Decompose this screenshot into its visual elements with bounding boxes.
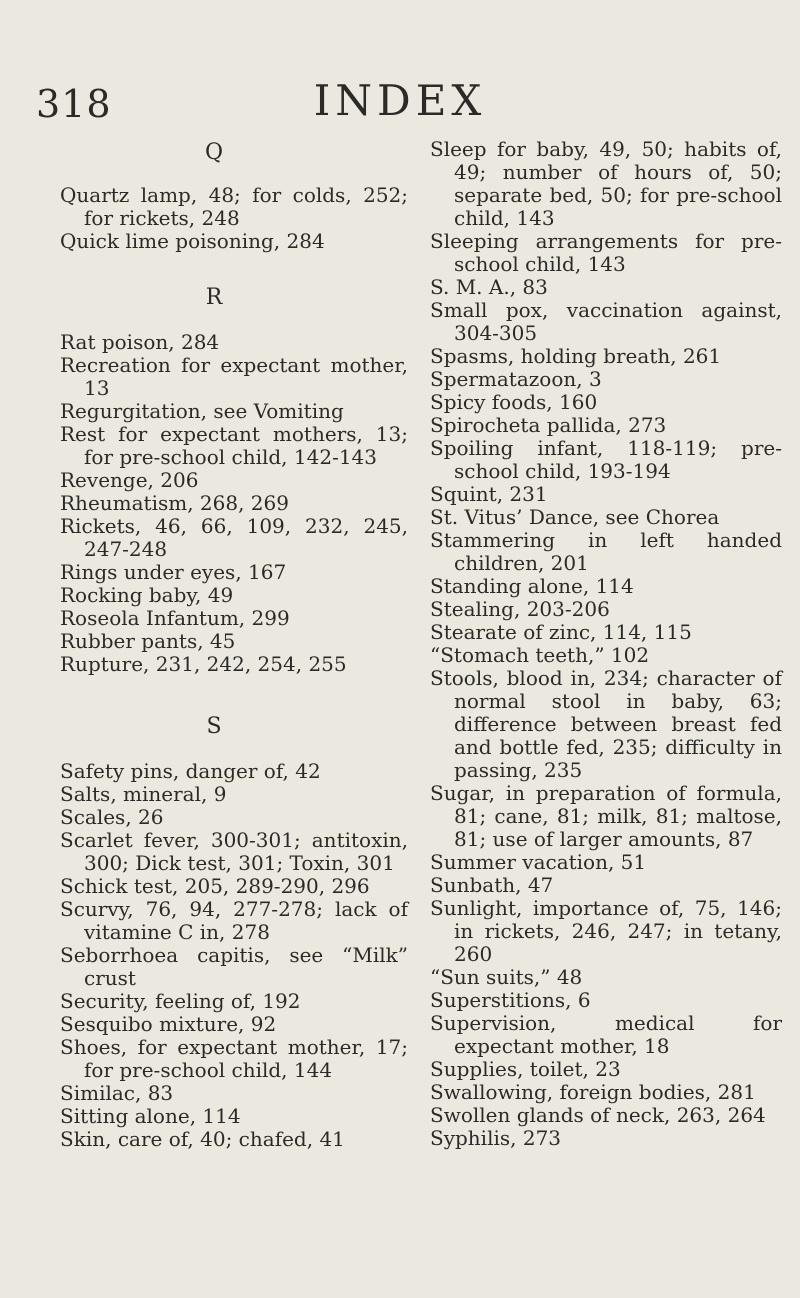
index-entry: Revenge, 206 <box>60 468 199 492</box>
index-entry: Safety pins, danger of, 42 <box>60 759 321 783</box>
index-entry: Spasms, holding breath, 261 <box>430 344 722 368</box>
index-entry: Recreation for expectant mother, 13 <box>60 353 408 400</box>
index-entry: Rings under eyes, 167 <box>60 560 287 584</box>
page-title: INDEX <box>313 76 487 125</box>
index-entry: Swallowing, foreign bodies, 281 <box>430 1080 756 1104</box>
index-entry: Quartz lamp, 48; for colds, 252; for rickets, 248 <box>60 183 408 230</box>
index-entry: St. Vitus’ Dance, see Chorea <box>430 505 720 529</box>
index-entry: Summer vacation, 51 <box>430 850 647 874</box>
index-entry: Stealing, 203-206 <box>430 597 610 621</box>
section-letter-s: S <box>206 714 222 739</box>
index-entry: Schick test, 205, 289-290, 296 <box>60 874 370 898</box>
index-entry: Spermatazoon, 3 <box>430 367 602 391</box>
index-entry: Shoes, for expectant mother, 17; for pre-school child, 144 <box>60 1035 408 1082</box>
page-header <box>0 0 800 130</box>
index-entry: Skin, care of, 40; chafed, 41 <box>60 1127 345 1151</box>
index-entry: Squint, 231 <box>430 482 548 506</box>
index-entry: Sugar, in preparation of formula, 81; cane, 81; milk, 81; maltose, 81; use of larger amounts, 87 <box>430 781 782 851</box>
index-entry: Rickets, 46, 66, 109, 232, 245, 247-248 <box>60 514 408 561</box>
index-entry: Sitting alone, 114 <box>60 1104 241 1128</box>
index-entry: Syphilis, 273 <box>430 1126 562 1150</box>
index-entry: Rubber pants, 45 <box>60 629 236 653</box>
section-letter-r: R <box>205 285 223 310</box>
index-entry: Scurvy, 76, 94, 277-278; lack of vitamine C in, 278 <box>60 897 408 944</box>
section-letter-q: Q <box>204 140 224 165</box>
index-entry: Sunbath, 47 <box>430 873 554 897</box>
index-entry: Sleeping arrangements for pre-school child, 143 <box>430 229 782 276</box>
index-entry: Superstitions, 6 <box>430 988 591 1012</box>
index-entry: Rheumatism, 268, 269 <box>60 491 289 515</box>
index-entry: Spoiling infant, 118-119; pre-school child, 193-194 <box>430 436 782 483</box>
left-column <box>60 138 408 1151</box>
index-entry: Small pox, vaccination against, 304-305 <box>430 298 782 345</box>
index-entry: Rest for expectant mothers, 13; for pre-school child, 142-143 <box>60 422 408 469</box>
index-entry: Sunlight, importance of, 75, 146; in rickets, 246, 247; in tetany, 260 <box>430 896 782 966</box>
index-entry: Regurgitation, see Vomiting <box>60 399 344 423</box>
index-entry: Similac, 83 <box>60 1081 174 1105</box>
index-entry: Scales, 26 <box>60 805 164 829</box>
right-column <box>430 138 782 1150</box>
index-entry: “Sun suits,” 48 <box>430 965 583 989</box>
index-entry: Scarlet fever, 300-301; antitoxin, 300; Dick test, 301; Toxin, 301 <box>60 828 408 875</box>
index-entry: Rat poison, 284 <box>60 330 220 354</box>
index-entry: Salts, mineral, 9 <box>60 782 227 806</box>
index-entry: Stammering in left handed children, 201 <box>430 528 782 575</box>
index-entry: Standing alone, 114 <box>430 574 634 598</box>
index-entry: Sleep for baby, 49, 50; habits of, 49; number of hours of, 50; separate bed, 50; for pre-school child, 143 <box>430 137 782 230</box>
index-entry: Rocking baby, 49 <box>60 583 234 607</box>
index-entry: Supplies, toilet, 23 <box>430 1057 621 1081</box>
index-entry: Rupture, 231, 242, 254, 255 <box>60 652 347 676</box>
index-entry: Spicy foods, 160 <box>430 390 598 414</box>
page-number: 318 <box>36 82 112 126</box>
index-entry: Supervision, medical for expectant mother, 18 <box>430 1011 782 1058</box>
index-entry: S. M. A., 83 <box>430 275 548 299</box>
index-entry: Spirocheta pallida, 273 <box>430 413 667 437</box>
index-entry: Security, feeling of, 192 <box>60 989 301 1013</box>
index-entry: Swollen glands of neck, 263, 264 <box>430 1103 766 1127</box>
index-entry: Sesquibo mixture, 92 <box>60 1012 277 1036</box>
index-entry: “Stomach teeth,” 102 <box>430 643 650 667</box>
index-entry: Quick lime poisoning, 284 <box>60 229 325 253</box>
index-entry: Stearate of zinc, 114, 115 <box>430 620 692 644</box>
index-entry: Seborrhoea capitis, see “Milk” crust <box>60 943 408 990</box>
index-entry: Roseola Infantum, 299 <box>60 606 290 630</box>
index-entry: Stools, blood in, 234; character of normal stool in baby, 63; difference between breast fed and bottle fed, 235; difficulty in passing, 235 <box>430 666 782 782</box>
